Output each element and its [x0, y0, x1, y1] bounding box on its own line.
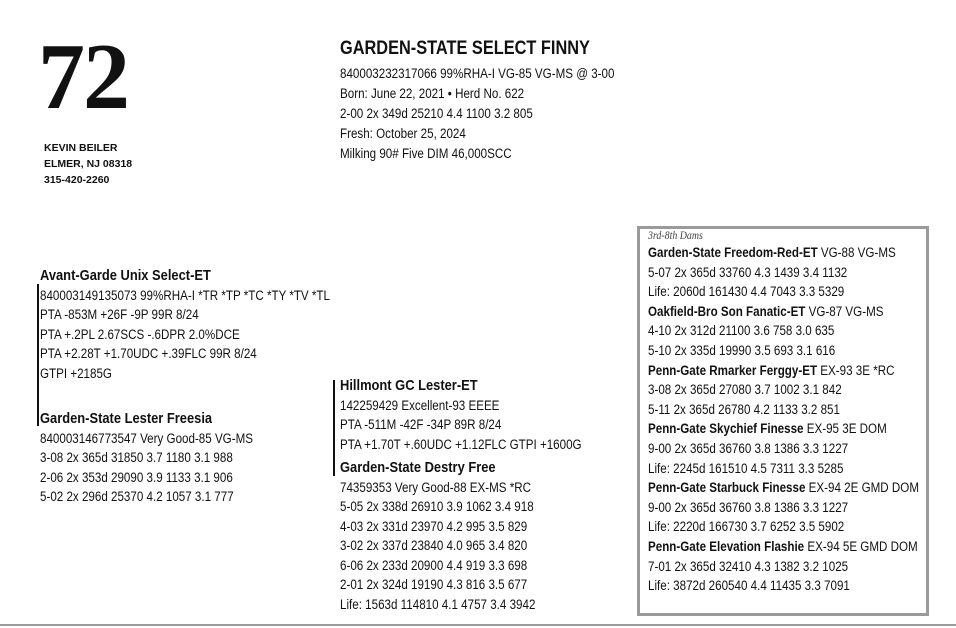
animal-info-line: Milking 90# Five DIM 46,000SCC [340, 146, 512, 161]
dams-box [637, 226, 929, 616]
animal-info-line: 840003232317066 99%RHA-I VG-85 VG-MS @ 3-00 [340, 66, 615, 81]
dam-entry-title: Garden-State Freedom-Red-ET [648, 245, 818, 260]
dam-entry-title: Oakfield-Bro Son Fanatic-ET [648, 303, 806, 319]
sire-line: PTA +.2PL 2.67SCS -.6DPR 2.0%DCE [40, 326, 240, 342]
dam-entry-record: Life: 2220d 166730 3.7 6252 3.5 5902 [648, 519, 845, 535]
dam-entry-title: Penn-Gate Starbuck Finesse [648, 480, 806, 496]
dam-line: 2-06 2x 353d 29090 3.9 1133 3.1 906 [40, 469, 233, 485]
granddam-line: 5-05 2x 338d 26910 3.9 1062 3.4 918 [340, 499, 534, 514]
granddam-line: 3-02 2x 337d 23840 4.0 965 3.4 820 [340, 538, 528, 553]
maternal-sire-block [340, 376, 582, 454]
sire-line: 840003149135073 99%RHA-I *TR *TP *TC *TY *TV *TL [40, 287, 330, 303]
granddam-line: 6-06 2x 233d 20900 4.4 919 3.3 698 [340, 557, 528, 573]
sire-line: PTA -853M +26F -9P 99R 8/24 [40, 307, 199, 322]
maternal-sire-line: PTA +1.70T +.60UDC +1.12FLC GTPI +1600G [340, 436, 582, 452]
animal-info [340, 64, 614, 164]
animal-info-line: Fresh: October 25, 2024 [340, 126, 466, 141]
dam-entry-name [648, 243, 919, 263]
sire-line: PTA +2.28T +1.70UDC +.39FLC 99R 8/24 [40, 346, 257, 361]
dam-entry-record: 5-07 2x 365d 33760 4.3 1439 3.4 1132 [648, 264, 848, 280]
dam-entry-class: EX-95 3E DOM [806, 421, 887, 437]
sire-line: GTPI +2185G [40, 365, 112, 381]
dam-entry-name [648, 478, 919, 498]
granddam-block [340, 458, 535, 614]
dam-entry-record: 9-00 2x 365d 36760 3.8 1386 3.3 1227 [648, 440, 849, 456]
dam-entry-title: Penn-Gate Rmarker Ferggy-ET [648, 362, 818, 378]
animal-info-line: Born: June 22, 2021 • Herd No. 622 [340, 86, 525, 101]
dam-entry-name [648, 419, 919, 439]
consignor-name: KEVIN BEILER [44, 142, 118, 154]
dam-entry-title: Penn-Gate Skychief Finesse [648, 421, 804, 437]
dam-name: Garden-State Lester Freesia [40, 410, 213, 427]
dam-entry-class: EX-94 2E GMD DOM [808, 480, 919, 496]
dam-entry-record: 3-08 2x 365d 27080 3.7 1002 3.1 842 [648, 382, 842, 398]
sire-name: Avant-Garde Unix Select-ET [40, 267, 211, 284]
dam-line: 3-08 2x 365d 31850 3.7 1180 3.1 988 [40, 450, 233, 465]
dam-entry-record: 5-11 2x 365d 26780 4.2 1133 3.2 851 [648, 401, 840, 417]
dams-heading: 3rd-8th Dams [648, 230, 703, 242]
dam-entry-record: 7-01 2x 365d 32410 4.3 1382 3.2 1025 [648, 558, 849, 574]
lot-number: 72 [38, 25, 128, 129]
maternal-sire-line: 142259429 Excellent-93 EEEE [340, 397, 500, 413]
dam-entry-record: Life: 2060d 161430 4.4 7043 3.3 5329 [648, 284, 845, 300]
maternal-sire-name: Hillmont GC Lester-ET [340, 377, 478, 394]
maternal-bracket [333, 380, 335, 476]
consignor-phone: 315-420-2260 [44, 174, 110, 186]
dam-entry-name [648, 537, 919, 557]
dam-entry-record: Life: 2245d 161510 4.5 7311 3.3 5285 [648, 460, 844, 476]
dam-block [40, 409, 253, 507]
dams-list [648, 229, 919, 596]
consignor-city: ELMER, NJ 08318 [44, 158, 133, 170]
dam-entry-name [648, 302, 919, 322]
dam-entry-record: 4-10 2x 312d 21100 3.6 758 3.0 635 [648, 323, 835, 339]
dam-entry-name [648, 361, 919, 381]
dam-entry-class: VG-87 VG-MS [808, 303, 884, 319]
animal-info-line: 2-00 2x 349d 25210 4.4 1100 3.2 805 [340, 106, 533, 121]
dam-entry-record: 9-00 2x 365d 36760 3.8 1386 3.3 1227 [648, 499, 849, 515]
sire-bracket [37, 284, 39, 426]
bottom-rule [0, 624, 956, 626]
animal-name: GARDEN-STATE SELECT FINNY [340, 38, 590, 59]
dam-entry-title: Penn-Gate Elevation Flashie [648, 538, 805, 554]
dam-entry-record: 5-10 2x 335d 19990 3.5 693 3.1 616 [648, 342, 836, 358]
dam-line: 840003146773547 Very Good-85 VG-MS [40, 430, 254, 446]
granddam-line: 4-03 2x 331d 23970 4.2 995 3.5 829 [340, 518, 528, 534]
granddam-line: 74359353 Very Good-88 EX-MS *RC [340, 479, 532, 495]
dam-line: 5-02 2x 296d 25370 4.2 1057 3.1 777 [40, 489, 234, 504]
dam-entry-class: EX-93 3E *RC [820, 362, 895, 378]
dam-entry-class: VG-88 VG-MS [820, 245, 896, 260]
granddam-line: 2-01 2x 324d 19190 4.3 816 3.5 677 [340, 577, 528, 592]
granddam-name: Garden-State Destry Free [340, 459, 496, 476]
maternal-sire-line: PTA -511M -42F -34P 89R 8/24 [340, 417, 502, 432]
dam-entry-record: Life: 3872d 260540 4.4 11435 3.3 7091 [648, 578, 850, 594]
dam-entry-class: EX-94 5E GMD DOM [807, 538, 918, 554]
granddam-line: Life: 1563d 114810 4.1 4757 3.4 3942 [340, 596, 536, 612]
sire-block [40, 266, 330, 383]
consignor-info [44, 140, 132, 188]
